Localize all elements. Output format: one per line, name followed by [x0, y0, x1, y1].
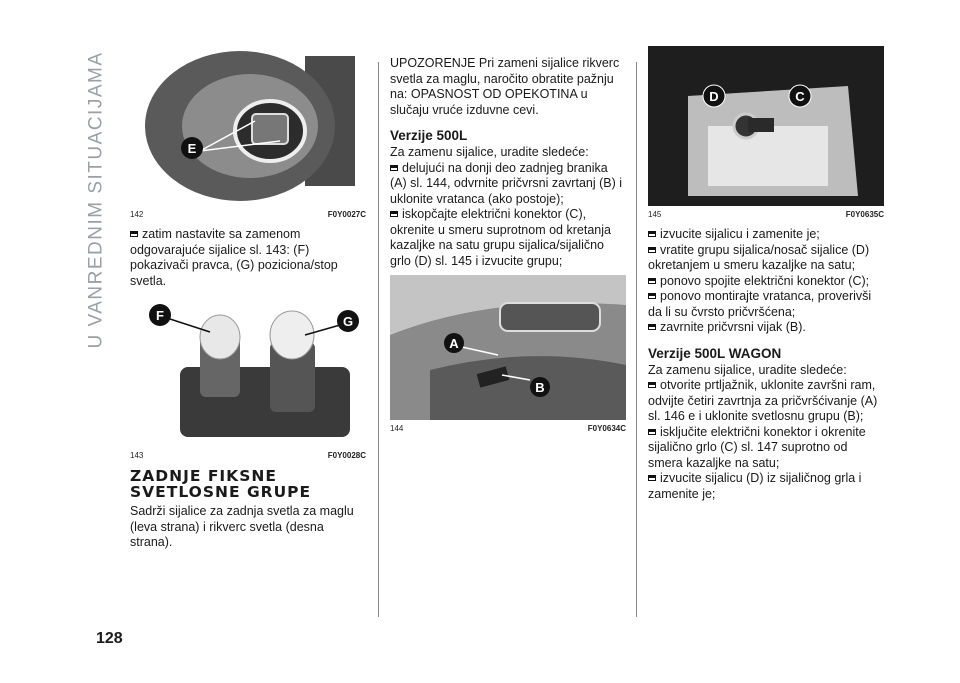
bullet-item: vratite grupu sijalica/nosač sijalice (D) okretanjem u smeru kazaljke na satu;	[648, 243, 884, 274]
bullet-item: isključite električni konektor i okrenite sijalično grlo (C) sl. 147 suprotno od smera kazaljke na satu;	[648, 425, 884, 472]
figure-number: 143	[130, 451, 144, 460]
bullet-item: delujući na donji deo zadnjeg branika (A) sl. 144, odvrnite pričvrsni zavrtanj (B) i uklonite vratanca (ako postoje);	[390, 161, 626, 208]
bullet-item: otvorite prtljažnik, uklonite završni ram, odvijte četiri zavrtnja za pričvršćivanje (A) sl. 146 e i uklonite svetlosnu grupu (B);	[648, 378, 884, 425]
label-b: B	[535, 380, 545, 395]
label-c: C	[795, 89, 805, 104]
section-title-text: U VANREDNIM SITUACIJAMA	[85, 51, 107, 349]
bullet-item: zavrnite pričvrsni vijak (B).	[648, 320, 884, 336]
intro-paragraph: Za zamenu sijalice, uradite sledeće:	[390, 145, 589, 159]
label-f: F	[156, 308, 164, 323]
figure-code: F0Y0028C	[327, 451, 366, 460]
label-d: D	[709, 89, 719, 104]
label-e: E	[187, 141, 197, 156]
figure-number: 142	[130, 210, 144, 219]
figure-code: F0Y0635C	[845, 210, 884, 219]
subheading-500l: Verzije 500L	[390, 128, 468, 143]
label-g: G	[342, 314, 354, 329]
figure-code: F0Y0634C	[587, 424, 626, 433]
paragraph-zatim: zatim nastavite sa zamenom odgovarajuće sijalice sl. 143: (F) pokazivači pravca, (G) poziciona/stop svetla.	[130, 227, 366, 289]
figure-143-caption	[130, 451, 366, 460]
bulb-holder-illustration	[130, 297, 366, 447]
column-3	[648, 46, 884, 502]
bullet-item: ponovo spojite električni konektor (C);	[648, 274, 884, 290]
bullet-item: iskopčajte električni konektor (C), okrenite u smeru suprotnom od kretanja kazaljke na satu grupu sijalica/sijalično grlo (D) sl. 145 i izvucite grupu;	[390, 207, 626, 269]
bullet-item: izvucite sijalicu i zamenite je;	[648, 227, 884, 243]
figure-142-caption	[130, 210, 366, 219]
warning-paragraph: UPOZORENJE Pri zameni sijalice rikverc svetla za maglu, naročito obratite pažnju na: OPASNOST OD OPEKOTINA u slučaju vruće izduvne cevi.	[390, 56, 620, 117]
figure-number: 145	[648, 210, 662, 219]
figure-145	[648, 46, 884, 206]
label-a: A	[449, 336, 459, 351]
column-2	[390, 46, 626, 441]
figure-number: 144	[390, 424, 404, 433]
section-side-title	[86, 50, 106, 350]
rear-bumper-illustration	[390, 275, 626, 420]
figure-144-caption	[390, 424, 626, 433]
figure-143	[130, 297, 366, 447]
paragraph-sadrzi: Sadrži sijalice za zadnja svetla za maglu (leva strana) i rikverc svetla (desna strana).	[130, 504, 354, 549]
bulb-socket-illustration	[648, 46, 884, 206]
figure-142	[130, 46, 366, 206]
section-heading: ZADNJE FIKSNE SVETLOSNE GRUPE	[130, 467, 312, 501]
bullet-item: ponovo montirajte vratanca, proverivši da li su čvrsto pričvršćena;	[648, 289, 884, 320]
page-number: 128	[96, 630, 123, 647]
bullet-item: izvucite sijalicu (D) iz sijaličnog grla i zamenite je;	[648, 471, 884, 502]
figure-code: F0Y0027C	[327, 210, 366, 219]
headlight-housing-illustration	[130, 46, 366, 206]
figure-145-caption	[648, 210, 884, 219]
column-1	[130, 46, 366, 551]
column-divider	[378, 62, 379, 617]
figure-144	[390, 275, 626, 420]
intro-paragraph: Za zamenu sijalice, uradite sledeće:	[648, 362, 847, 377]
column-divider	[636, 62, 637, 617]
subheading-500l-wagon: Verzije 500L WAGON	[648, 345, 782, 361]
